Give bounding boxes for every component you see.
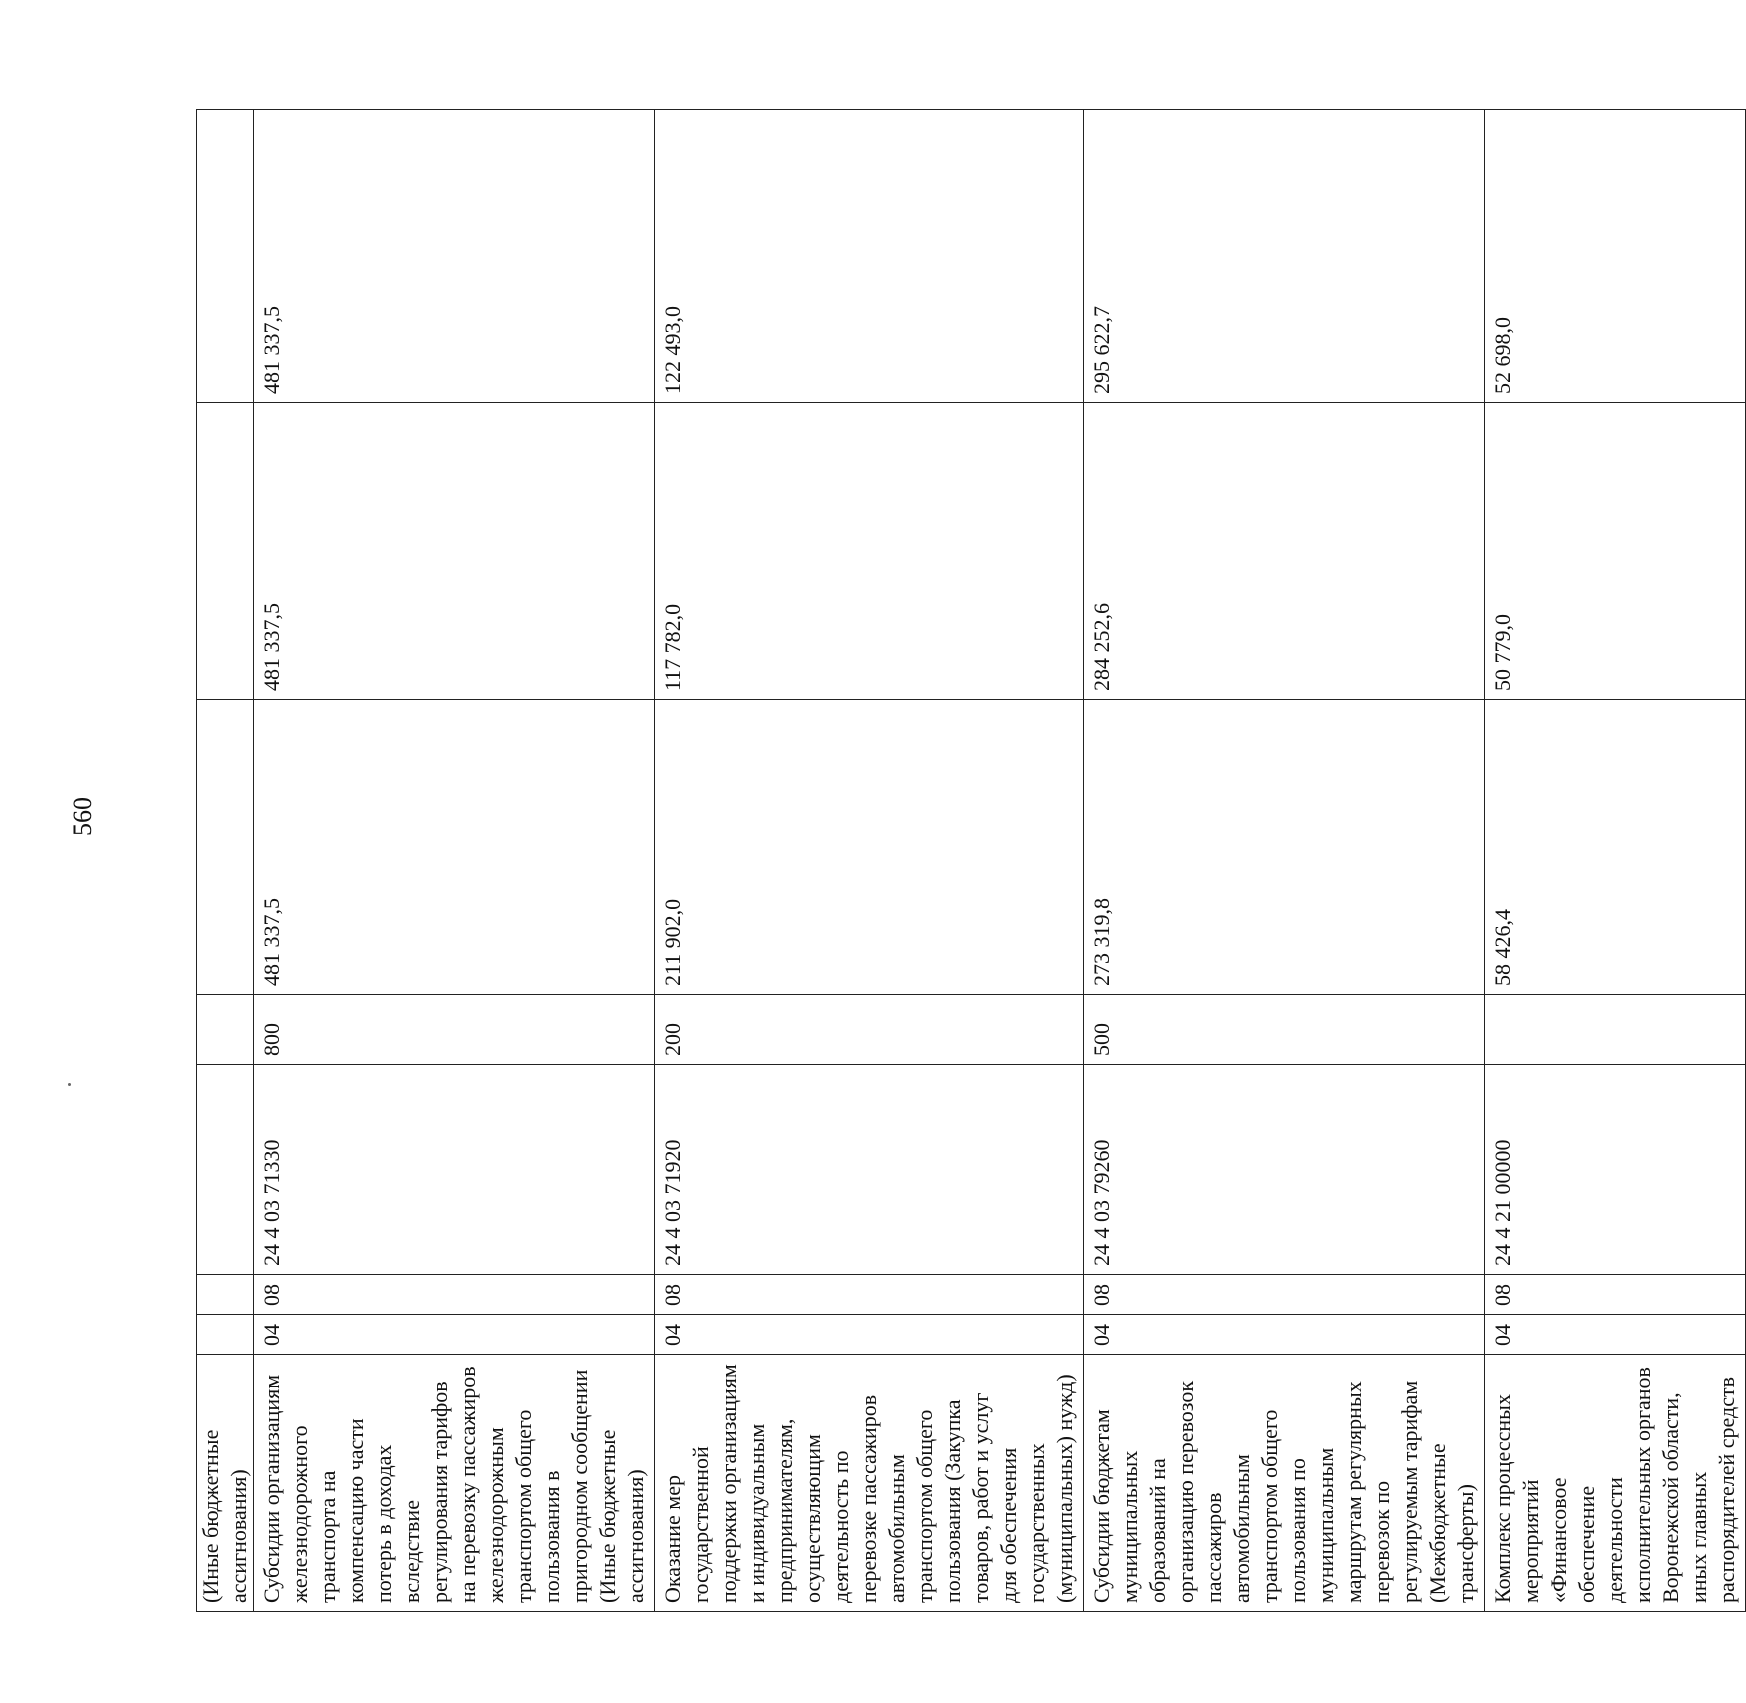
amount-year-1: 211 902,0	[655, 700, 1084, 995]
amount-year-3: 481 337,5	[254, 110, 655, 403]
subsection-code: 08	[1084, 1275, 1485, 1315]
table-header-row	[197, 110, 254, 1612]
empty-cell	[197, 110, 254, 403]
target-article-code: 24 4 03 71920	[655, 1065, 1084, 1275]
budget-table	[196, 109, 1746, 1612]
subsection-code: 08	[1485, 1275, 1746, 1315]
amount-year-3: 295 622,7	[1084, 110, 1485, 403]
row-description: Субсидии бюджетам муниципальных образований на организацию перевозок пассажиров автомобильным транспортом общего пользования по муниципальным маршрутам регулярных перевозок по регулируемым тарифам (Межбюджетные трансферты)	[1084, 1355, 1485, 1612]
empty-cell	[197, 995, 254, 1065]
amount-year-1: 273 319,8	[1084, 700, 1485, 995]
empty-cell	[197, 1315, 254, 1355]
header-cell: (Иные бюджетные ассигнования)	[197, 1355, 254, 1612]
section-code: 04	[655, 1315, 1084, 1355]
amount-year-2: 284 252,6	[1084, 403, 1485, 700]
expense-type-code: 200	[655, 995, 1084, 1065]
empty-cell	[197, 403, 254, 700]
row-description: Комплекс процессных мероприятий «Финансовое обеспечение деятельности исполнительных органов Воронежской области, иных главных распорядителей средств	[1485, 1355, 1746, 1612]
target-article-code: 24 4 03 79260	[1084, 1065, 1485, 1275]
amount-year-3: 122 493,0	[655, 110, 1084, 403]
amount-year-1: 481 337,5	[254, 700, 655, 995]
table-row	[254, 110, 655, 1612]
empty-cell	[197, 1065, 254, 1275]
amount-year-2: 481 337,5	[254, 403, 655, 700]
amount-year-2: 50 779,0	[1485, 403, 1746, 700]
empty-cell	[197, 700, 254, 995]
amount-year-1: 58 426,4	[1485, 700, 1746, 995]
section-code: 04	[254, 1315, 655, 1355]
scan-speck	[68, 1083, 71, 1086]
section-code: 04	[1084, 1315, 1485, 1355]
table-row	[1084, 110, 1485, 1612]
expense-type-code: 800	[254, 995, 655, 1065]
page-number: 560	[68, 797, 97, 836]
amount-year-2: 117 782,0	[655, 403, 1084, 700]
table-row	[655, 110, 1084, 1612]
expense-type-code: 500	[1084, 995, 1485, 1065]
budget-table-rotated	[196, 110, 1739, 1612]
subsection-code: 08	[655, 1275, 1084, 1315]
table-row	[1485, 110, 1746, 1612]
target-article-code: 24 4 21 00000	[1485, 1065, 1746, 1275]
subsection-code: 08	[254, 1275, 655, 1315]
amount-year-3: 52 698,0	[1485, 110, 1746, 403]
section-code: 04	[1485, 1315, 1746, 1355]
row-description: Субсидии организациям железнодорожного транспорта на компенсацию части потерь в доходах вследствие регулирования тарифов на перевозку пассажиров железнодорожным транспортом общего пользования в пригородном сообщении (Иные бюджетные ассигнования)	[254, 1355, 655, 1612]
row-description: Оказание мер государственной поддержки организациям и индивидуальным предпринимателям, осуществляющим деятельность по перевозке пассажиров автомобильным транспортом общего пользования (Закупка товаров, работ и услуг для обеспечения государственных (муниципальных) нужд)	[655, 1355, 1084, 1612]
target-article-code: 24 4 03 71330	[254, 1065, 655, 1275]
empty-cell	[197, 1275, 254, 1315]
expense-type-code	[1485, 995, 1746, 1065]
